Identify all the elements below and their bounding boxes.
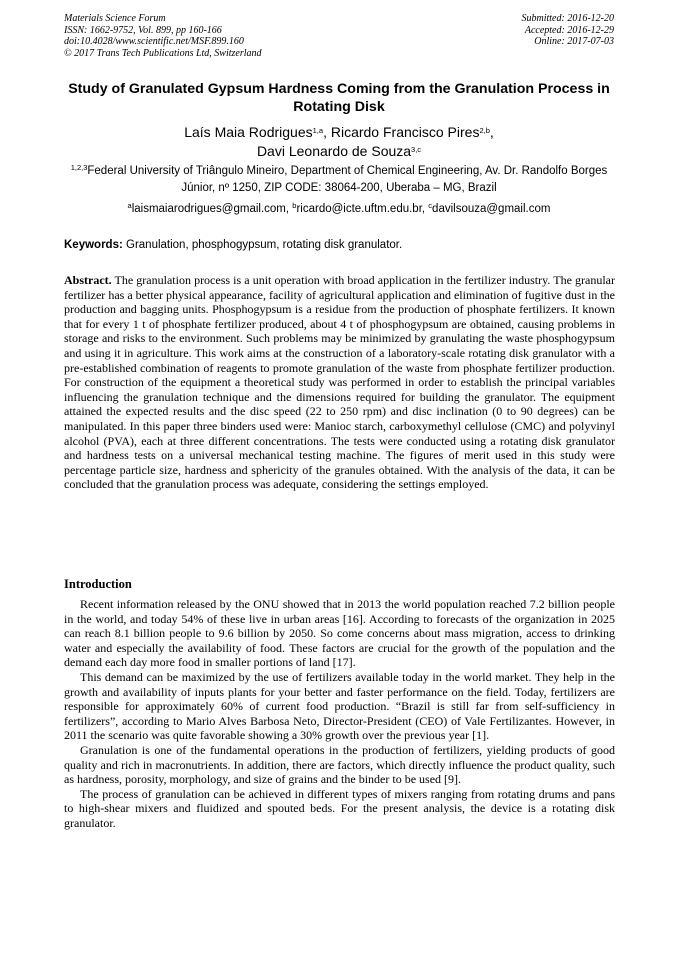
email-superscript: c xyxy=(428,201,433,210)
introduction-heading: Introduction xyxy=(64,577,132,591)
journal-name: Materials Science Forum xyxy=(64,13,166,24)
journal-copyright: © 2017 Trans Tech Publications Ltd, Switzerland xyxy=(64,47,262,59)
paper-title: Study of Granulated Gypsum Hardness Coming from the Granulation Process in Rotating Disk xyxy=(68,81,610,115)
intro-paragraph: Granulation is one of the fundamental operations in the production of fertilizers, yielding products of good quality and rich in macronutrients. In addition, there are factors, which directly influence the product quality, such as hardness, porosity, morphology, and size of grains and the binder to be used [9]. xyxy=(64,742,615,787)
email-address: davilsouza@gmail.com xyxy=(432,203,551,215)
intro-paragraph: This demand can be maximized by the use of fertilizers available today in the world market. They help in the growth and availability of inputs plants for your better and faster performance on the field. Today, fertilizers are responsible for approximately 60% of current food production. “Brazil is still far from self-sufficiency in fertilizers”, according to Mario Alves Barbosa Neto, Director-President (CEO) of Vale Fertilizantes. However, in 2011 the scenario was quite favorable showing a 30% growth over the previous year [1]. xyxy=(64,669,615,743)
email-address: ricardo@icte.uftm.edu.br xyxy=(296,203,422,215)
keywords xyxy=(64,237,616,253)
author-name: Davi Leonardo de Souza xyxy=(256,143,412,159)
affiliation-text: Federal University of Triângulo Mineiro, Department of Chemical Engineering, Av. Dr. Randolfo Borges Júnior, nº 1250, ZIP CODE: 38064-200, Uberaba – MG, Brazil xyxy=(87,165,608,194)
author-superscript: 1,a xyxy=(312,126,324,135)
email-superscript: b xyxy=(292,201,297,210)
email-superscript: a xyxy=(127,201,132,210)
affiliation-superscript: 1,2,3 xyxy=(70,163,88,172)
accepted-date: Accepted: 2016-12-29 xyxy=(524,24,614,36)
author-list: Laís Maia Rodrigues$^{1,a}$, Ricardo Francisco Pires$^{2,b}$, Davi Leonardo de Souza$^{3,c}$ xyxy=(184,124,494,159)
online-date: Online: 2017-07-03 xyxy=(534,36,614,47)
introduction-body xyxy=(64,597,615,831)
journal-doi: doi:10.4028/www.scientific.net/MSF.899.160 xyxy=(64,36,244,47)
publication-dates xyxy=(522,13,615,48)
submitted-date: Submitted: 2016-12-20 xyxy=(521,13,614,24)
author-name: Ricardo Francisco Pires xyxy=(330,124,480,140)
affiliation xyxy=(60,163,618,197)
author-name: Laís Maia Rodrigues xyxy=(184,124,313,140)
keywords-text: Granulation, phosphogypsum, rotating disk granulator. xyxy=(126,239,403,251)
abstract-label: Abstract. xyxy=(64,273,112,287)
email-address: laismaiarodrigues@gmail.com xyxy=(131,203,286,215)
author-superscript: 2,b xyxy=(479,126,490,135)
email-list: $^a$laismaiarodrigues@gmail.com, $^b$ricardo@icte.uftm.edu.br, $^c$davilsouza@gmail.com xyxy=(127,201,551,215)
intro-paragraph: The process of granulation can be achieved in different types of mixers ranging from rotating drums and pans to high-shear mixers and fluidized and spouted beds. For the present analysis, the device is a rotating disk granulator. xyxy=(64,786,615,830)
journal-info xyxy=(64,13,262,59)
intro-paragraph: Recent information released by the ONU showed that in 2013 the world population reached 7.2 billion people in the world, and today 54% of these live in urban areas [16]. According to forecasts of the organization in 2025 can reach 8.1 billion people to 9.6 billion by 2050. So come concerns about mass migration, access to drinking water and especially the availability of food. These factors are crucial for the growth of the population and the demand each day more food in smaller portions of land [17]. xyxy=(64,597,615,670)
journal-issn: ISSN: 1662-9752, Vol. 899, pp 160-166 xyxy=(64,24,222,36)
keywords-label: Keywords: xyxy=(64,239,123,251)
abstract-text: The granulation process is a unit operation with broad application in the fertilizer industry. The granular fertilizer has a better physical appearance, facility of agricultural application and elimination of fugitive dust in the production and bagging units. Phosphogypsum is a residue from the production of phosphate fertilizers. It known that for every 1 t of phosphate fertilizer produced, about 4 t of phosphogypsum are obtained, causing problems in storage and risks to the environment. Such problems may be minimized by granulating the waste phosphogypsum and using it in agriculture. This work aims at the construction of a laboratory-scale rotating disk granulator with a pre-established combination of reagents to promote granulation of the waste from phosphate fertilizer production. For construction of the equipment a theoretical study was performed in order to establish the principal variables influencing the granulation technique and the dimensions required for building the granulator. The equipment attained the expected results and the disc speed (22 to 250 rpm) and disc inclination (0 to 90 degrees) can be manipulated. In this paper three binders used were: Manioc starch, carboxymethyl cellulose (CMC) and polyvinyl alcohol (PVA), each at three different concentrations. The tests were conducted using a rotating disk granulator and hardness tests on a universal mechanical testing machine. The figures of merit used in this study were percentage particle size, hardness and sphericity of the granules obtained. With the analysis of the data, it can be concluded that the granulation process was adequate, considering the settings employed. xyxy=(64,273,615,492)
abstract xyxy=(64,273,615,492)
author-superscript: 3,c xyxy=(411,145,422,154)
